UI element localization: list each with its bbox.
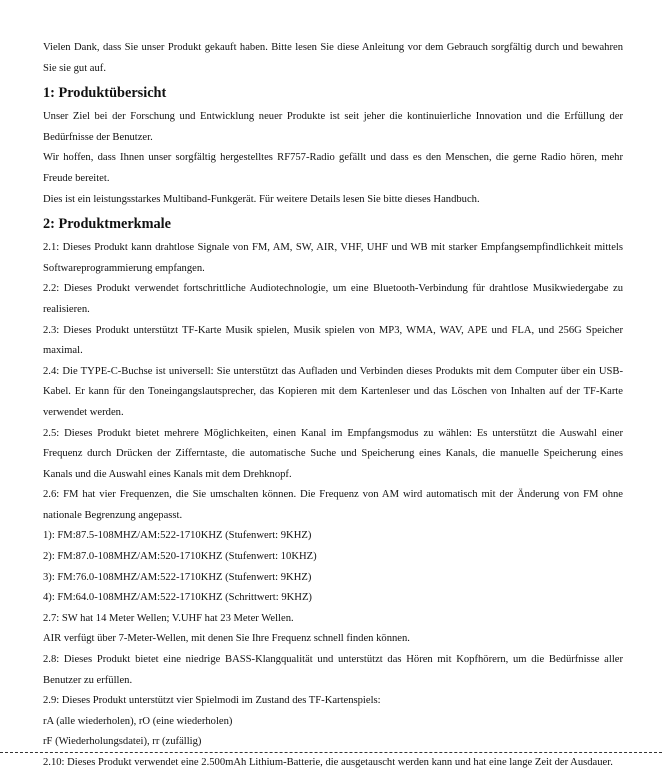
overview-paragraph: Wir hoffen, dass Ihnen unser sorgfältig hergestelltes RF757-Radio gefällt und dass es den Menschen, die gerne Radio hören, mehr Freude bereitet. xyxy=(43,152,623,184)
feature-paragraph: 2.10: Dieses Produkt verwendet eine 2.500mAh Lithium-Batterie, die ausgetauscht werden kann und hat eine lange Zeit der Ausdauer. xyxy=(43,757,613,768)
frequency-list-item: 2): FM:87.0-108MHZ/AM:520-1710KHZ (Stufenwert: 10KHZ) xyxy=(43,551,317,563)
feature-paragraph: 2.1: Dieses Produkt kann drahtlose Signale von FM, AM, SW, AIR, VHF, UHF und WB mit starker Empfangsempfindlichkeit mittels Softwareprogrammierung empfangen. xyxy=(43,242,623,274)
feature-paragraph: 2.2: Dieses Produkt verwendet fortschrittliche Audiotechnologie, um eine Bluetooth-Verbindung für drahtlose Musikwiedergabe zu realisieren. xyxy=(43,283,623,315)
overview-paragraph: Dies ist ein leistungsstarkes Multiband-Funkgerät. Für weitere Details lesen Sie bitte dieses Handbuch. xyxy=(43,193,480,205)
play-mode-line: rF (Wiederholungsdatei), rr (zufällig) xyxy=(43,736,202,748)
intro-paragraph: Vielen Dank, dass Sie unser Produkt gekauft haben. Bitte lesen Sie diese Anleitung vor dem Gebrauch sorgfältig durch und bewahren Sie sie gut auf. xyxy=(43,42,623,74)
section-heading-features: 2: Produktmerkmale xyxy=(43,216,171,233)
feature-paragraph: 2.5: Dieses Produkt bietet mehrere Möglichkeiten, einen Kanal im Empfangsmodus zu wählen: Es unterstützt die Auswahl einer Frequenz durch Drücken der Zifferntaste, die automatische Suche und Speicherung eines Kanals, die manuelle Speicherung eines Kanals und die Auswahl eines Kanals mit dem Drehknopf. xyxy=(43,427,623,480)
feature-paragraph: 2.9: Dieses Produkt unterstützt vier Spielmodi im Zustand des TF-Kartenspiels: xyxy=(43,695,381,707)
feature-paragraph: 2.8: Dieses Produkt bietet eine niedrige BASS-Klangqualität und unterstützt das Hören mit Kopfhörern, um die Bedürfnisse aller Benutzer zu erfüllen. xyxy=(43,654,623,686)
feature-paragraph: AIR verfügt über 7-Meter-Wellen, mit denen Sie Ihre Frequenz schnell finden können. xyxy=(43,633,410,645)
play-mode-line: rA (alle wiederholen), rO (eine wiederholen) xyxy=(43,715,233,727)
page-content xyxy=(43,38,623,774)
section-heading-overview: 1: Produktübersicht xyxy=(43,85,167,102)
feature-paragraph: 2.7: SW hat 14 Meter Wellen; V.UHF hat 23 Meter Wellen. xyxy=(43,612,294,624)
overview-paragraph: Unser Ziel bei der Forschung und Entwicklung neuer Produkte ist seit jeher die kontinuierliche Innovation und die Erfüllung der Bedürfnisse der Benutzer. xyxy=(43,111,623,143)
frequency-list-item: 1): FM:87.5-108MHZ/AM:522-1710KHZ (Stufenwert: 9KHZ) xyxy=(43,530,312,542)
feature-paragraph: 2.6: FM hat vier Frequenzen, die Sie umschalten können. Die Frequenz von AM wird automatisch mit der Änderung von FM ohne nationale Begrenzung angepasst. xyxy=(43,489,623,521)
page-bottom-divider xyxy=(0,752,662,753)
feature-paragraph: 2.4: Die TYPE-C-Buchse ist universell: Sie unterstützt das Aufladen und Verbinden dieses Produkts mit dem Computer über ein USB-Kabel. Er kann für den Toneingangslautsprecher, das Kopieren mit dem Kartenleser und das Löschen von Inhalten auf der TF-Karte verwendet werden. xyxy=(43,365,623,418)
frequency-list-item: 4): FM:64.0-108MHZ/AM:522-1710KHZ (Schrittwert: 9KHZ) xyxy=(43,592,312,604)
frequency-list-item: 3): FM:76.0-108MHZ/AM:522-1710KHZ (Stufenwert: 9KHZ) xyxy=(43,571,312,583)
feature-paragraph: 2.3: Dieses Produkt unterstützt TF-Karte Musik spielen, Musik spielen von MP3, WMA, WAV, APE und FLA, und 256G Speicher maximal. xyxy=(43,324,623,357)
